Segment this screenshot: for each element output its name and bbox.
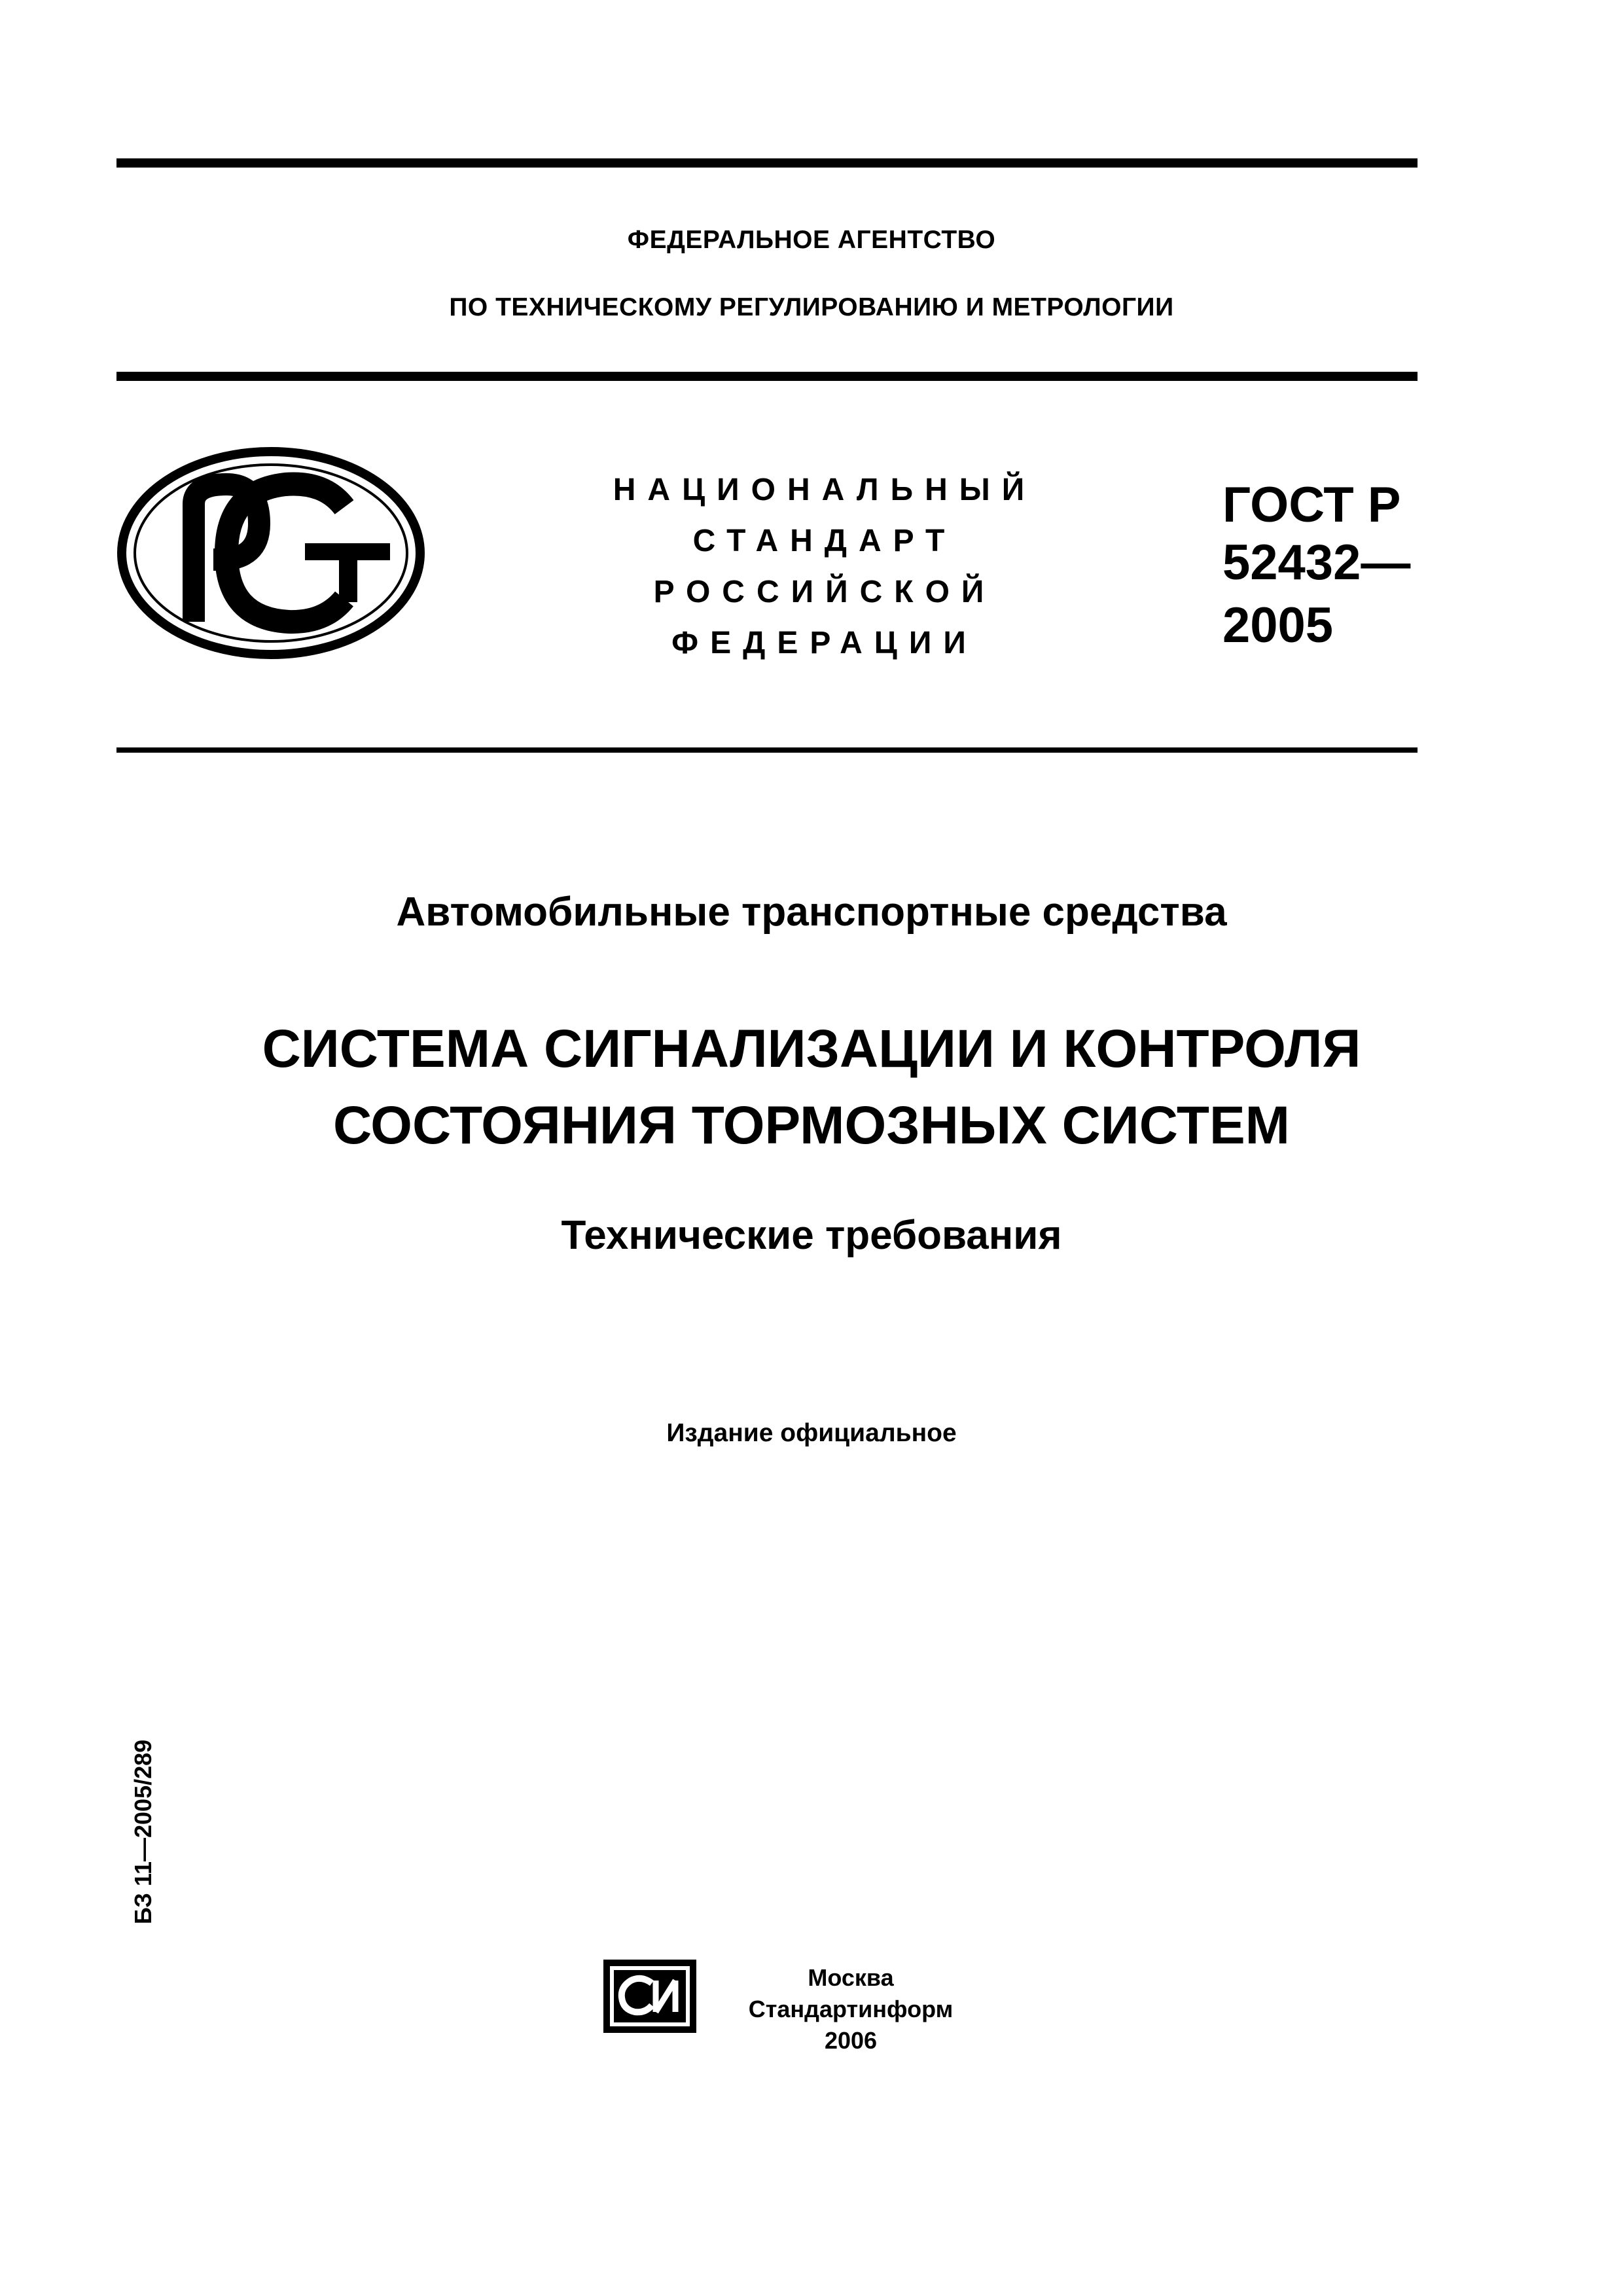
subtitle: Автомобильные транспортные средства bbox=[396, 889, 1227, 935]
standard-type-line-1: НАЦИОНАЛЬНЫЙ bbox=[613, 473, 1037, 507]
gost-number-block bbox=[1222, 476, 1410, 655]
standard-type-line-2: СТАНДАРТ bbox=[692, 524, 957, 558]
rst-logo-icon bbox=[115, 445, 427, 661]
standard-type-line-3: РОССИЙСКОЙ bbox=[653, 575, 996, 609]
standartinform-logo-icon bbox=[601, 1957, 699, 2036]
header-rule bbox=[116, 372, 1418, 381]
gost-line-1: ГОСТ Р bbox=[1222, 477, 1401, 533]
requirements-title: Технические требования bbox=[561, 1213, 1062, 1258]
main-title-line-2: СОСТОЯНИЯ ТОРМОЗНЫХ СИСТЕМ bbox=[333, 1096, 1290, 1155]
gost-line-2: 52432— bbox=[1222, 535, 1411, 590]
publisher-block bbox=[707, 1962, 995, 2056]
publisher-name: Стандартинформ bbox=[748, 1996, 954, 2022]
publisher-city: Москва bbox=[808, 1964, 894, 1991]
gost-line-3: 2005 bbox=[1222, 598, 1334, 653]
agency-line-2: ПО ТЕХНИЧЕСКОМУ РЕГУЛИРОВАНИЮ И МЕТРОЛОГИИ bbox=[449, 293, 1174, 321]
side-code: БЗ 11—2005/289 bbox=[130, 1739, 156, 1924]
standard-type-block bbox=[589, 465, 1060, 669]
logo-rule bbox=[116, 747, 1418, 753]
top-rule bbox=[116, 158, 1418, 168]
agency-line-1: ФЕДЕРАЛЬНОЕ АГЕНТСТВО bbox=[627, 226, 996, 254]
publisher-year: 2006 bbox=[824, 2027, 878, 2054]
standard-type-line-4: ФЕДЕРАЦИИ bbox=[671, 626, 978, 660]
main-title-line-1: СИСТЕМА СИГНАЛИЗАЦИИ И КОНТРОЛЯ bbox=[262, 1019, 1361, 1079]
edition-label: Издание официальное bbox=[666, 1419, 957, 1447]
